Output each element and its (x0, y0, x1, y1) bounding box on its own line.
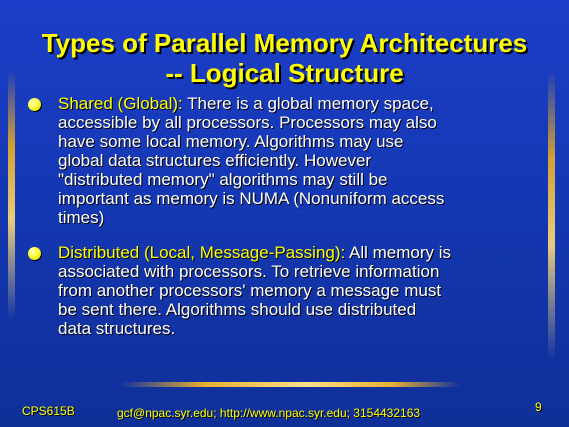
bullet-item-distributed (28, 243, 548, 343)
slide-title-line-2: -- Logical Structure (165, 58, 404, 88)
bullet-line: associated with processors. To retrieve information (58, 262, 440, 281)
bullet-text-shared (58, 94, 548, 227)
page-number: 9 (535, 400, 542, 414)
bullet-line: There is a global memory space, (182, 94, 434, 113)
bullet-text-distributed (58, 243, 548, 338)
bullet-line: have some local memory. Algorithms may use (58, 132, 404, 151)
footer-course: CPS615B (22, 404, 75, 418)
slide-title-line-1: Types of Parallel Memory Architectures (41, 28, 528, 58)
bullet-line: from another processors' memory a message must (58, 281, 442, 300)
right-decorative-bar (548, 70, 555, 360)
slide-title (0, 28, 569, 88)
bullet-label-distributed: Distributed (Local, Message-Passing): (58, 243, 346, 262)
bullet-dot-icon (28, 247, 41, 260)
bullet-line: data structures. (58, 319, 176, 338)
bullet-dot-icon (28, 98, 41, 111)
footer-contact: gcf@npac.syr.edu; http://www.npac.syr.edu; 3154432163 (117, 406, 421, 420)
bullet-line: important as memory is NUMA (Nonuniform access (58, 189, 445, 208)
bullet-line: All memory is (345, 243, 452, 262)
bullet-line: be sent there. Algorithms should use distributed (58, 300, 417, 319)
bullet-line: global data structures efficiently. However (58, 151, 372, 170)
bullet-line: accessible by all processors. Processors may also (58, 113, 437, 132)
bullet-item-shared (28, 94, 548, 234)
left-decorative-bar (8, 70, 15, 320)
bottom-decorative-bar (120, 382, 460, 387)
bullet-label-shared: Shared (Global): (58, 94, 183, 113)
bullet-line: "distributed memory" algorithms may still be (58, 170, 388, 189)
bullet-line: times) (58, 208, 105, 227)
